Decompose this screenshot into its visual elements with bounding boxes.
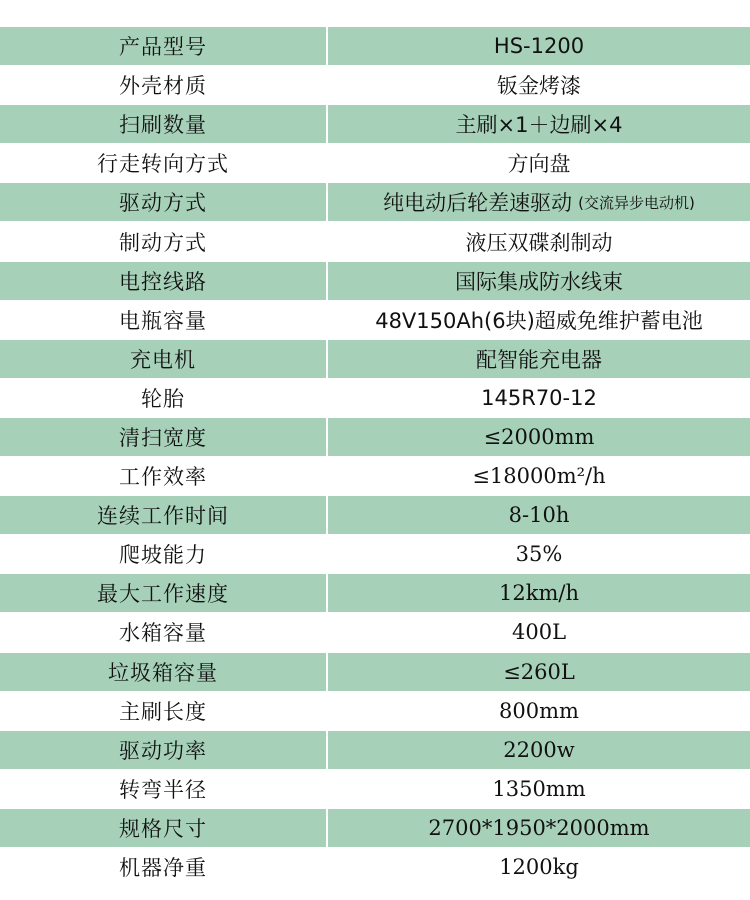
spec-key: 机器净重 [0, 848, 328, 886]
spec-value: ≤2000mm [483, 424, 595, 449]
spec-value: 方向盘 [507, 152, 571, 177]
spec-value [328, 183, 750, 221]
spec-key: 轮胎 [0, 379, 328, 417]
spec-row-brushes [0, 105, 750, 144]
spec-row-sweep-width [0, 418, 750, 457]
spec-key: 连续工作时间 [0, 496, 328, 534]
spec-key: 垃圾箱容量 [0, 653, 328, 691]
spec-row-charger [0, 340, 750, 379]
spec-row-work-time [0, 496, 750, 535]
spec-value: 8-10h [508, 503, 570, 528]
spec-key: 行走转向方式 [0, 144, 328, 182]
spec-value: 钣金烤漆 [497, 74, 581, 99]
spec-key: 爬坡能力 [0, 535, 328, 573]
spec-key: 产品型号 [0, 27, 328, 65]
spec-value: 配智能充电器 [476, 347, 602, 372]
spec-value-main: 纯电动后轮差速驱动 [383, 191, 573, 216]
spec-value: 2700*1950*2000mm [428, 815, 650, 840]
spec-value: 145R70-12 [481, 385, 597, 410]
spec-value: 1200kg [499, 855, 579, 880]
spec-key: 转弯半径 [0, 770, 328, 808]
spec-row-dust-bin [0, 653, 750, 692]
spec-row-turn-radius [0, 770, 750, 809]
spec-value: ≤18000m²/h [472, 464, 606, 489]
spec-key: 制动方式 [0, 222, 328, 260]
spec-row-max-speed [0, 574, 750, 613]
spec-key: 电控线路 [0, 262, 328, 300]
spec-row-water-tank [0, 613, 750, 652]
spec-key: 规格尺寸 [0, 809, 328, 847]
spec-value: 主刷×1＋边刷×4 [455, 113, 623, 138]
spec-value: 35% [515, 542, 563, 567]
spec-row-steering [0, 144, 750, 183]
spec-row-power [0, 731, 750, 770]
spec-row-battery [0, 301, 750, 340]
spec-row-tire [0, 379, 750, 418]
spec-row-climb [0, 535, 750, 574]
spec-row-model [0, 27, 750, 66]
spec-value: 2200w [503, 737, 575, 762]
spec-value: 液压双碟刹制动 [465, 230, 613, 255]
spec-value: 1350mm [492, 776, 586, 801]
spec-key: 最大工作速度 [0, 574, 328, 612]
spec-value: 400L [511, 620, 567, 645]
spec-row-dimensions [0, 809, 750, 848]
spec-key: 外壳材质 [0, 66, 328, 104]
spec-value: 800mm [499, 698, 579, 723]
spec-key: 水箱容量 [0, 613, 328, 651]
spec-key: 驱动功率 [0, 731, 328, 769]
spec-value: ≤260L [503, 659, 575, 684]
spec-row-efficiency [0, 457, 750, 496]
spec-row-housing [0, 66, 750, 105]
spec-row-brush-length [0, 692, 750, 731]
spec-value-note: (交流异步电动机) [578, 193, 695, 212]
spec-row-wiring [0, 262, 750, 301]
spec-key: 主刷长度 [0, 692, 328, 730]
spec-key: 扫刷数量 [0, 105, 328, 143]
spec-value: 国际集成防水线束 [455, 269, 623, 294]
spec-row-brake [0, 222, 750, 261]
spec-value: 48V150Ah(6块)超威免维护蓄电池 [375, 308, 703, 333]
spec-value: 12km/h [499, 581, 579, 606]
spec-key: 电瓶容量 [0, 301, 328, 339]
spec-key: 驱动方式 [0, 183, 328, 221]
spec-row-drive [0, 183, 750, 222]
spec-key: 工作效率 [0, 457, 328, 495]
spec-key: 充电机 [0, 340, 328, 378]
spec-value: HS-1200 [493, 34, 585, 59]
spec-row-weight [0, 848, 750, 887]
spec-key: 清扫宽度 [0, 418, 328, 456]
spec-table [0, 27, 750, 887]
